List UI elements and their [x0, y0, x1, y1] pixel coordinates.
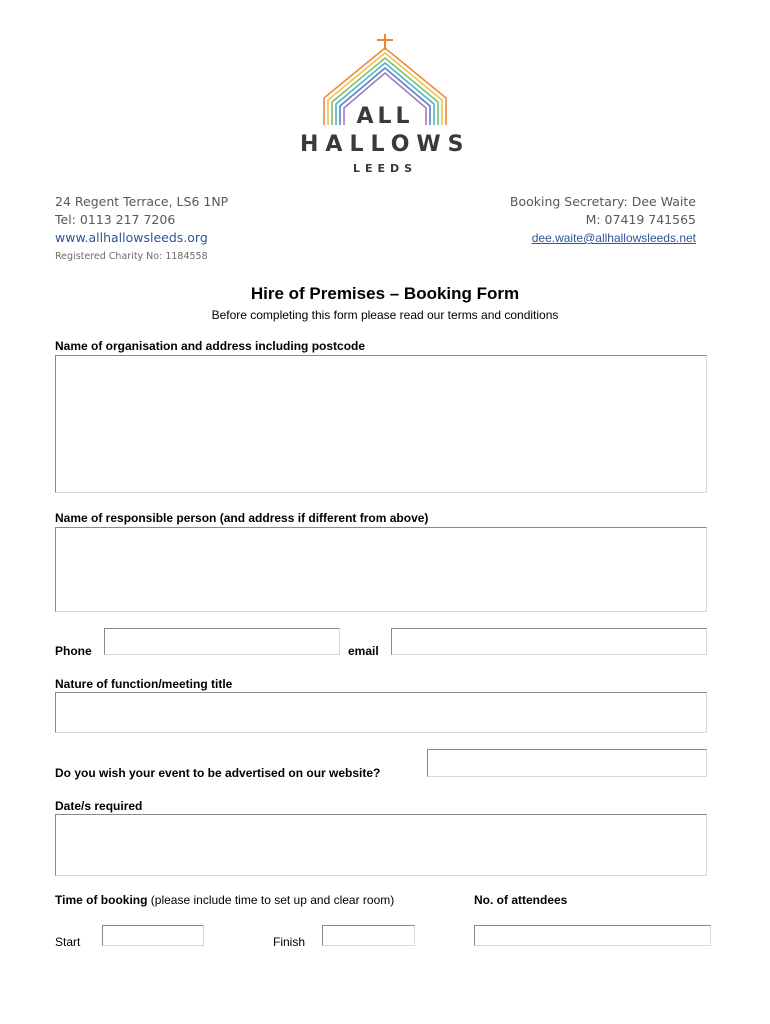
dates-label-text: Date/s required — [55, 799, 143, 813]
finish-label: Finish — [273, 935, 306, 949]
booking-secretary: Booking Secretary: Dee Waite — [509, 194, 696, 209]
dates-field[interactable] — [55, 814, 707, 876]
nature-field[interactable] — [55, 692, 707, 733]
form-subtitle: Before completing this form please read our terms and conditions — [211, 308, 559, 322]
form-title: Hire of Premises – Booking Form — [250, 284, 520, 303]
responsible-person-field[interactable] — [55, 527, 707, 612]
org-address-field[interactable] — [55, 355, 707, 493]
logo-text-leeds: LEEDS — [352, 162, 418, 175]
person-label: Name of responsible person (and address if different from above) — [55, 511, 429, 525]
finish-time-field[interactable] — [322, 925, 415, 946]
advertise-field[interactable] — [427, 749, 707, 777]
phone-field[interactable] — [104, 628, 340, 655]
mobile-text: M: 07419 741565 — [585, 212, 696, 227]
logo-text-all: ALL — [356, 104, 414, 129]
start-label: Start — [55, 935, 81, 949]
start-time-field[interactable] — [102, 925, 204, 946]
contact-left — [55, 193, 228, 266]
tel-text: Tel: 0113 217 7206 — [55, 212, 176, 227]
email-link[interactable]: dee.waite@allhallowsleeds.net — [531, 231, 696, 245]
advertise-label: Do you wish your event to be advertised on our website? — [55, 766, 381, 780]
org-label: Name of organisation and address including postcode — [55, 339, 366, 353]
address-text: 24 Regent Terrace, LS6 1NP — [55, 194, 229, 209]
time-label-bold: Time of booking — [55, 893, 148, 907]
website-link[interactable]: www.allhallowsleeds.org — [55, 230, 208, 245]
nature-label: Nature of function/meeting title — [55, 677, 233, 691]
attendees-field[interactable] — [474, 925, 711, 946]
dates-label — [55, 799, 142, 813]
logo-text-hallows: HALLOWS — [300, 132, 471, 157]
charity-number: Registered Charity No: 1184558 — [55, 251, 208, 262]
contact-right — [510, 193, 696, 247]
attendees-label: No. of attendees — [474, 893, 568, 907]
email-field[interactable] — [391, 628, 707, 655]
phone-label: Phone — [55, 644, 92, 658]
time-label — [55, 893, 394, 907]
email-label: email — [348, 644, 379, 658]
time-label-note: (please include time to set up and clear room) — [150, 893, 395, 907]
